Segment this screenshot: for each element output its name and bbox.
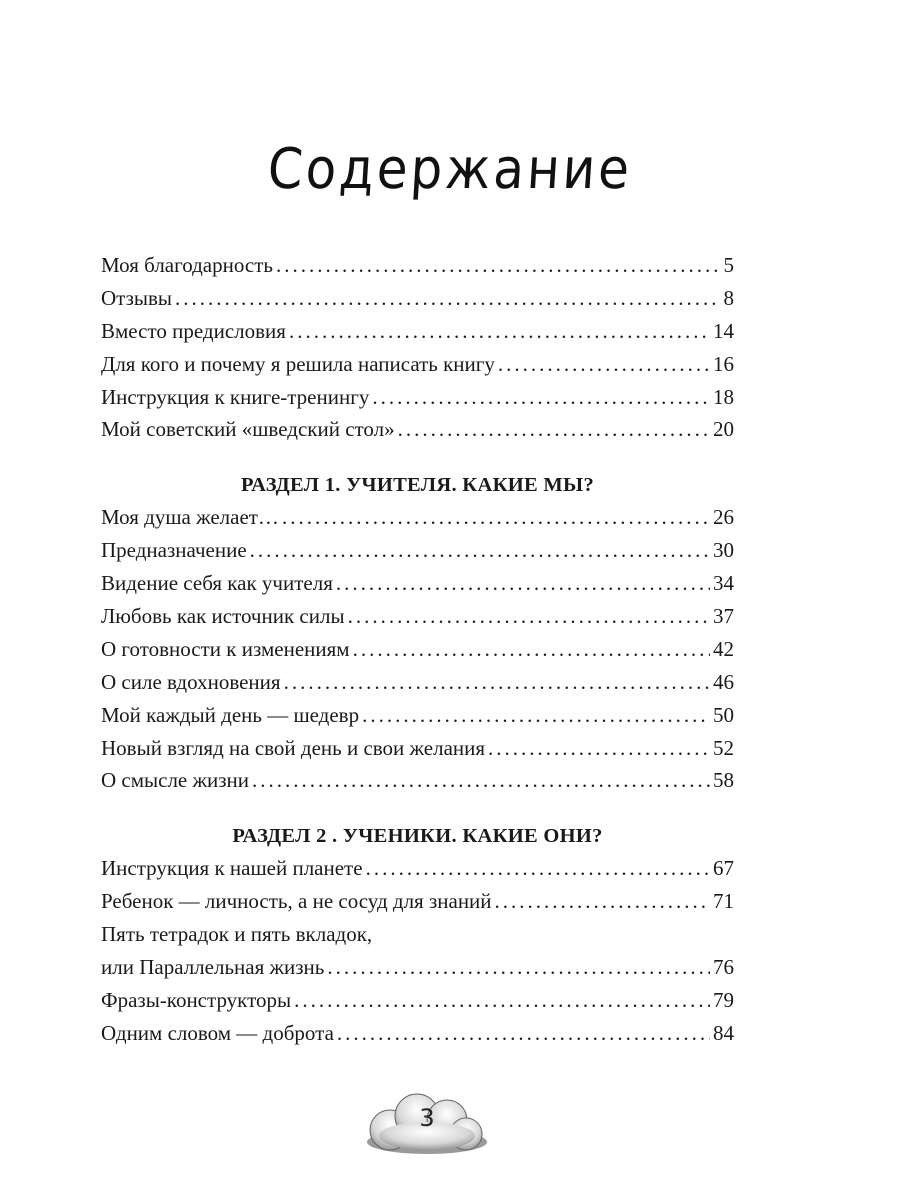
toc-leader-dots	[488, 732, 710, 765]
toc-entry-page: 50	[713, 702, 734, 727]
page-title: Содержание	[265, 136, 635, 202]
toc-leader-dots	[294, 984, 710, 1017]
toc-entry-label: Мой каждый день — шедевр	[101, 702, 360, 727]
section-2-heading: РАЗДЕЛ 2 . УЧЕНИКИ. КАКИЕ ОНИ?	[232, 825, 603, 848]
toc-entry-label: Для кого и почему я решила написать книгу	[101, 351, 495, 376]
toc-entry-label: Отзывы	[101, 285, 173, 310]
toc-entry	[101, 282, 734, 315]
toc-entry	[101, 249, 734, 282]
toc-entry-label: или Параллельная жизнь	[101, 955, 325, 980]
toc-leader-dots	[398, 413, 710, 446]
toc-entry	[101, 567, 734, 600]
toc-entry-page: 67	[713, 856, 734, 881]
toc-entry-label: Видение себя как учителя	[101, 571, 333, 596]
page-number-cloud	[362, 1090, 482, 1160]
toc-leader-dots	[366, 852, 710, 885]
toc-entry	[101, 315, 734, 348]
toc-entry-page: 52	[713, 735, 734, 760]
toc-entry-label: Мой советский «шведский стол»	[101, 417, 395, 442]
toc-entry	[101, 732, 734, 765]
toc-entry-label: О смысле жизни	[101, 768, 250, 793]
toc-entry	[101, 600, 734, 633]
toc-entry-page: 14	[713, 318, 734, 343]
toc-entry-label: Новый взгляд на свой день и свои желания	[101, 735, 486, 760]
toc-entry	[101, 666, 734, 699]
toc-entry-label: О силе вдохновения	[101, 669, 281, 694]
toc-leader-dots	[336, 567, 710, 600]
toc-leader-dots	[327, 951, 710, 984]
toc-entry-page: 37	[713, 604, 734, 629]
toc-entry	[101, 885, 734, 918]
toc-entry	[101, 348, 734, 381]
toc-entry	[101, 852, 734, 885]
toc-entry-page: 58	[713, 768, 734, 793]
toc-entry-page: 34	[713, 571, 734, 596]
toc-entry-label: Предназначение	[101, 538, 247, 563]
toc-entry-label: Ребенок — личность, а не сосуд для знаний	[101, 889, 492, 914]
toc-entry-page: 84	[713, 1020, 734, 1045]
table-of-contents	[101, 249, 734, 1050]
toc-entry-label: Любовь как источник силы	[101, 604, 345, 629]
toc-entry-page: 20	[713, 417, 734, 442]
toc-entry-label: Инструкция к книге-тренингу	[101, 384, 370, 409]
toc-entry-page: 42	[713, 636, 734, 661]
toc-entry-label: Инструкция к нашей планете	[101, 856, 363, 881]
toc-entry	[101, 381, 734, 414]
toc-leader-dots	[362, 699, 710, 732]
toc-entry-label: Пять тетрадок и пять вкладок,	[101, 922, 373, 947]
toc-leader-dots	[348, 600, 710, 633]
toc-entry-page: 16	[713, 351, 734, 376]
toc-entry	[101, 633, 734, 666]
toc-entry	[101, 413, 734, 446]
page-number: 3	[419, 1104, 435, 1132]
toc-entry-page: 76	[713, 955, 734, 980]
toc-entry	[101, 764, 734, 797]
toc-entry-label: Одним словом — доброта	[101, 1020, 334, 1045]
toc-leader-dots	[337, 1017, 710, 1050]
toc-entry-page: 8	[723, 285, 734, 310]
toc-entry	[101, 501, 734, 534]
toc-leader-dots	[276, 249, 721, 282]
toc-leader-dots	[495, 885, 710, 918]
toc-entry-page: 30	[713, 538, 734, 563]
toc-entry-label: О готовности к изменениям	[101, 636, 350, 661]
toc-entry	[101, 1017, 734, 1050]
section-1-heading: РАЗДЕЛ 1. УЧИТЕЛЯ. КАКИЕ МЫ?	[240, 474, 595, 497]
toc-leader-dots	[284, 666, 710, 699]
toc-entry-page: 79	[713, 987, 734, 1012]
toc-leader-dots	[289, 315, 710, 348]
toc-entry-page: 71	[713, 889, 734, 914]
toc-entry-label: Моя душа желает…	[101, 505, 279, 530]
toc-leader-dots	[250, 534, 710, 567]
toc-leader-dots	[353, 633, 710, 666]
toc-entry-page: 5	[723, 253, 734, 277]
toc-leader-dots	[282, 501, 710, 534]
toc-entry	[101, 699, 734, 732]
toc-leader-dots	[252, 764, 710, 797]
toc-entry	[101, 918, 734, 951]
toc-entry	[101, 951, 734, 984]
toc-leader-dots	[372, 381, 710, 414]
toc-entry-page: 26	[713, 505, 734, 530]
toc-leader-dots	[498, 348, 710, 381]
toc-entry-label: Вместо предисловия	[101, 318, 286, 343]
toc-entry-label: Фразы-конструкторы	[101, 987, 292, 1012]
toc-entry	[101, 534, 734, 567]
toc-entry-label: Моя благодарность	[101, 253, 273, 277]
toc-entry	[101, 984, 734, 1017]
toc-entry-page: 46	[713, 669, 734, 694]
toc-entry-page: 18	[713, 384, 734, 409]
toc-leader-dots	[175, 282, 720, 315]
